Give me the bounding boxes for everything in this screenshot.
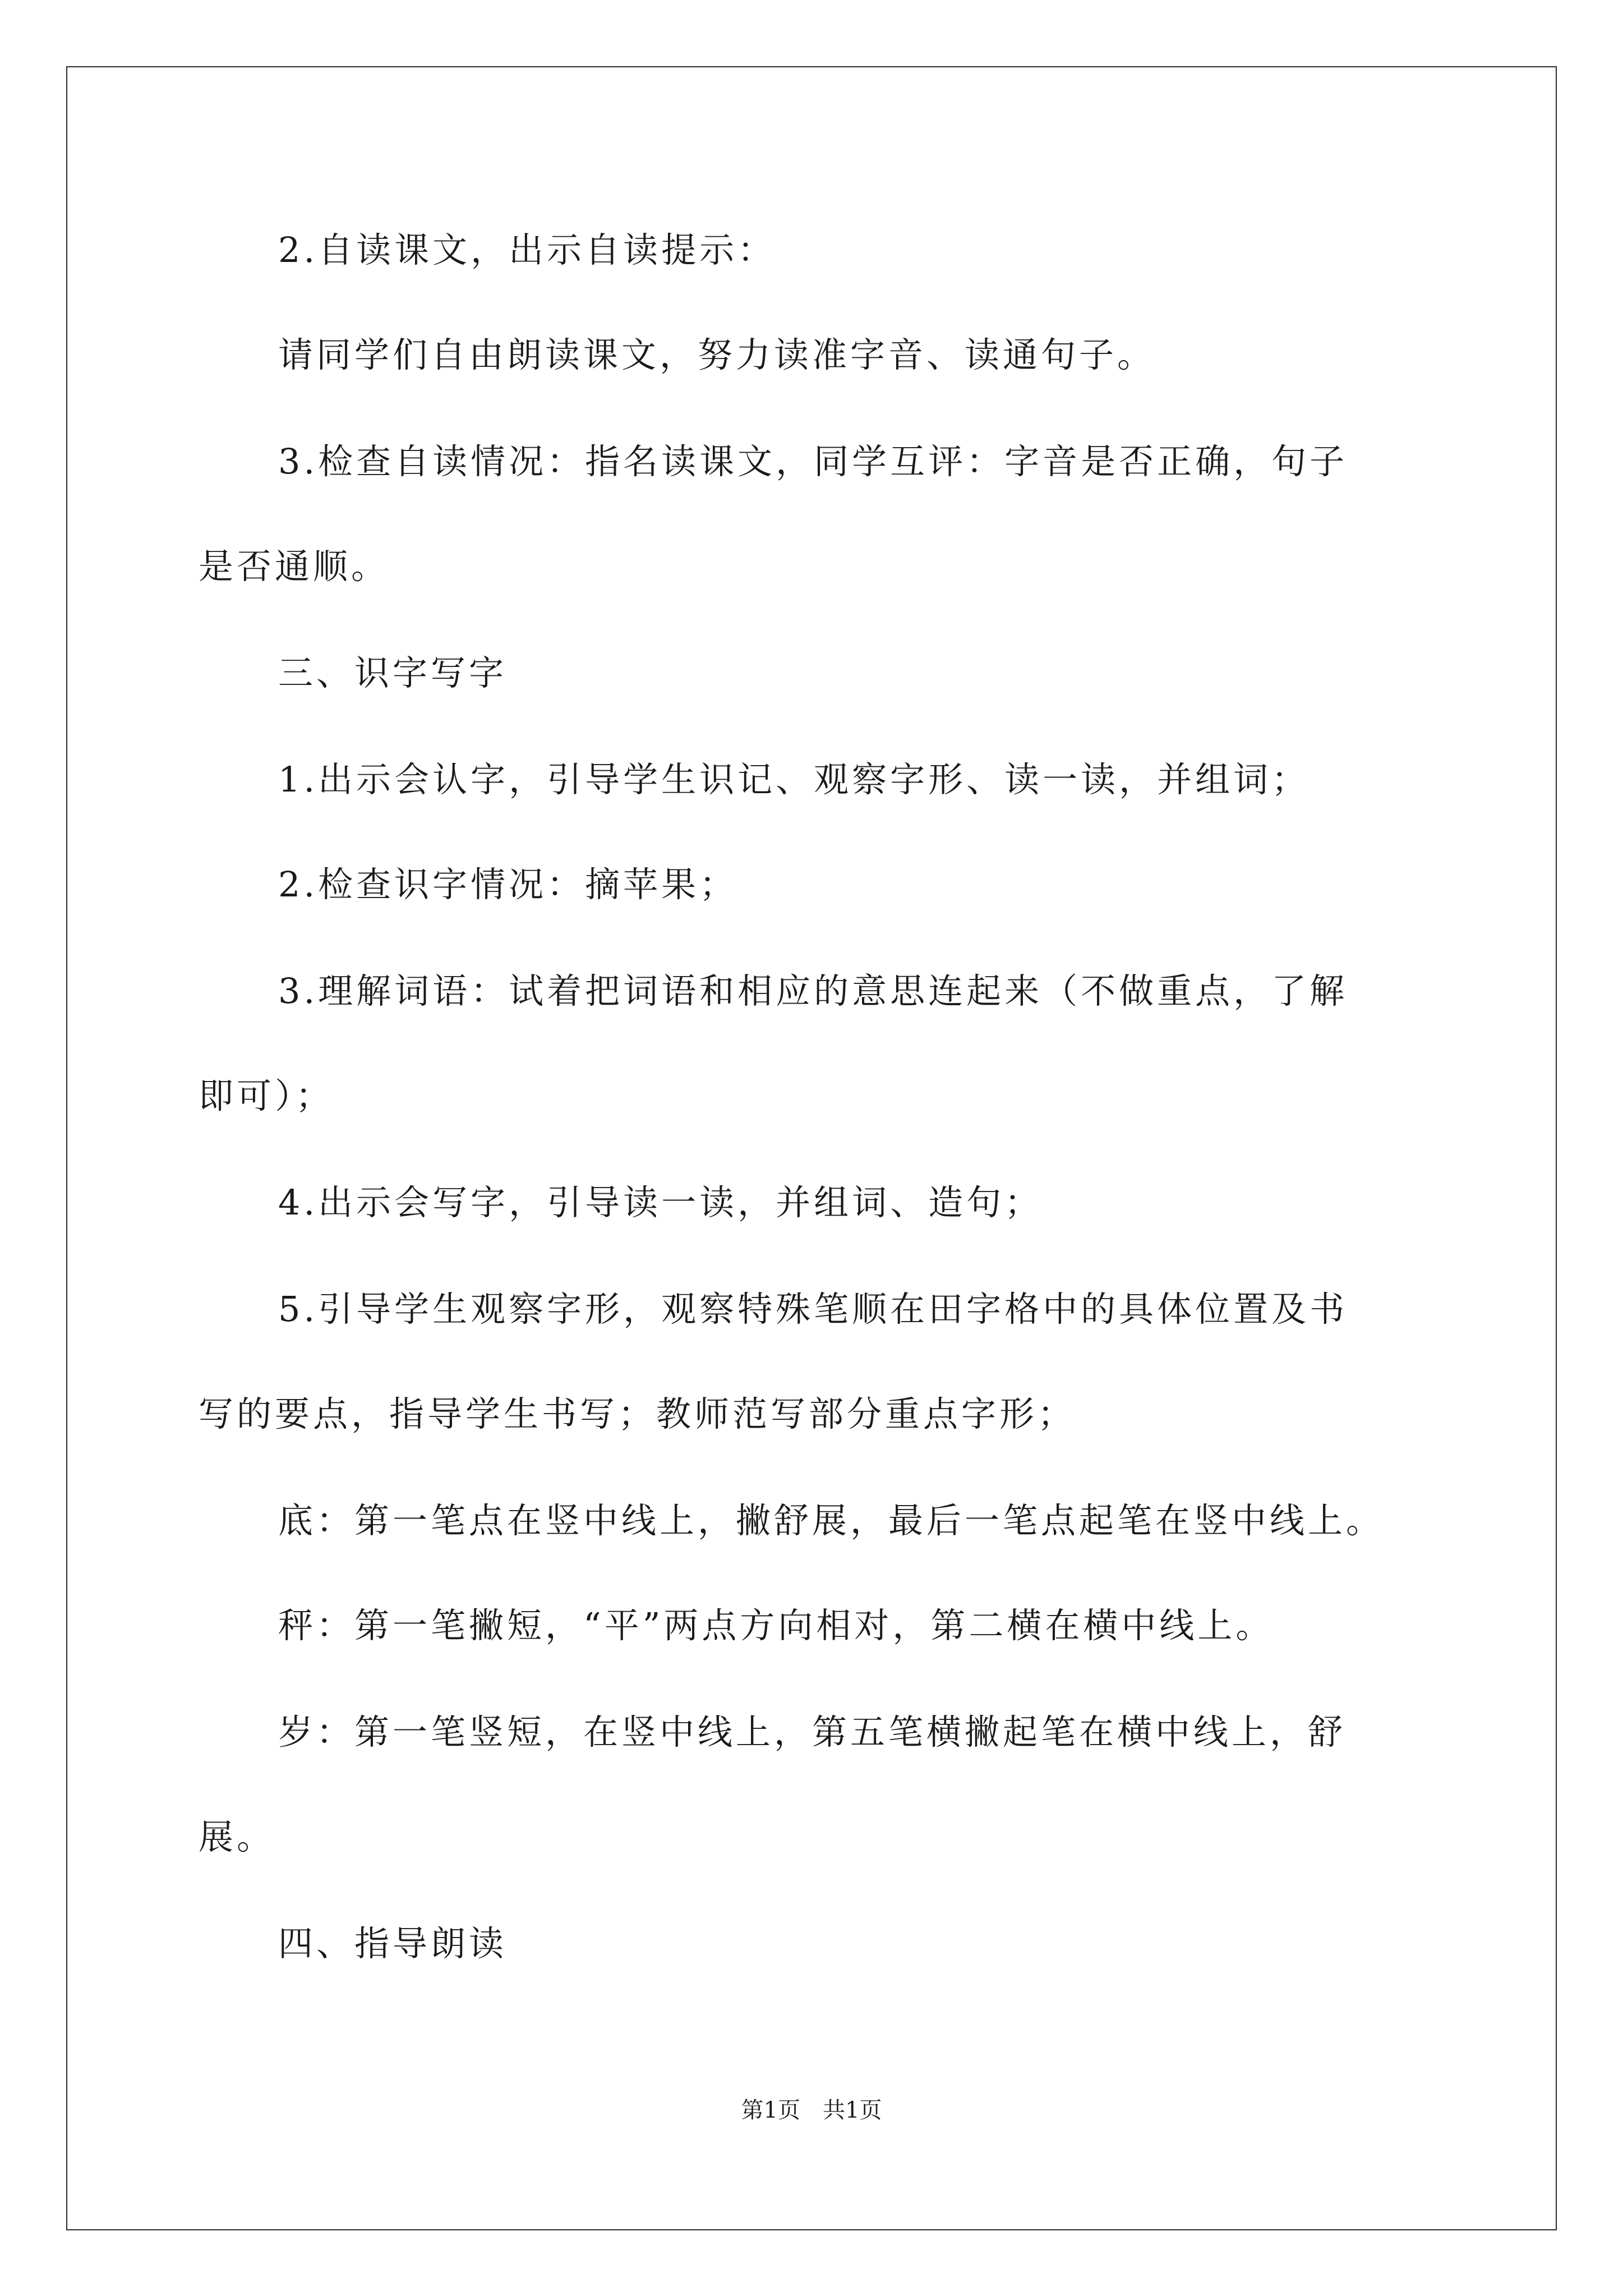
paragraph-line: 3.理解词语：试着把词语和相应的意思连起来（不做重点，了解 bbox=[278, 970, 1348, 1011]
paragraph-line: 写的要点，指导学生书写；教师范写部分重点字形； bbox=[199, 1393, 1076, 1434]
paragraph-line: 底：第一笔点在竖中线上，撇舒展，最后一笔点起笔在竖中线上。 bbox=[278, 1500, 1385, 1541]
page-footer: 第1页 共1页 bbox=[741, 2097, 882, 2123]
paragraph-line: 5.引导学生观察字形，观察特殊笔顺在田字格中的具体位置及书 bbox=[278, 1289, 1348, 1329]
paragraph-line: 4.出示会写字，引导读一读，并组词、造句； bbox=[278, 1182, 1043, 1223]
paragraph-line: 请同学们自由朗读课文，努力读准字音、读通句子。 bbox=[278, 334, 1156, 375]
paragraph-line: 秤：第一笔撇短，“平”两点方向相对，第二横在横中线上。 bbox=[278, 1605, 1274, 1646]
paragraph-line: 是否通顺。 bbox=[199, 546, 390, 587]
paragraph-line: 展。 bbox=[199, 1816, 275, 1857]
paragraph-line: 2.检查识字情况：摘苹果； bbox=[278, 864, 738, 905]
paragraph-line: 即可）； bbox=[199, 1075, 334, 1116]
section-heading: 三、识字写字 bbox=[278, 652, 508, 693]
paragraph-line: 1.出示会认字，引导学生识记、观察字形、读一读，并组词； bbox=[278, 759, 1310, 800]
paragraph-line: 3.检查自读情况：指名读课文，同学互评：字音是否正确，句子 bbox=[278, 441, 1348, 482]
paragraph-line: 岁：第一笔竖短，在竖中线上，第五笔横撇起笔在横中线上，舒 bbox=[278, 1711, 1347, 1752]
paragraph-line: 2.自读课文，出示自读提示： bbox=[278, 229, 776, 270]
page-border bbox=[66, 66, 1557, 2230]
section-heading: 四、指导朗读 bbox=[278, 1923, 508, 1964]
